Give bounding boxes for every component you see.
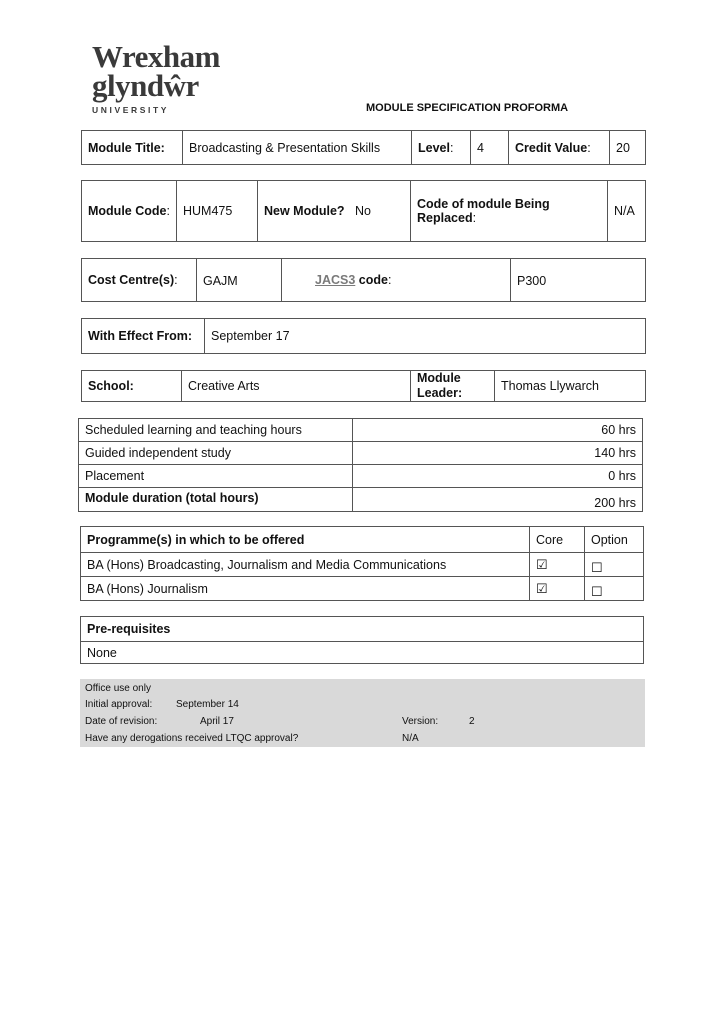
hours-row — [79, 419, 643, 442]
hours-value: 60 hrs — [353, 419, 643, 442]
version-value: 2 — [469, 716, 475, 727]
initial-approval-label: Initial approval: — [85, 699, 153, 710]
module-code-table — [81, 180, 646, 242]
hours-row — [79, 442, 643, 465]
core-header: Core — [530, 527, 585, 553]
programmes-header-row — [81, 527, 644, 553]
module-code-label: Module Code: — [82, 181, 177, 242]
ltqc-value: N/A — [402, 733, 419, 744]
office-use-box — [80, 679, 645, 747]
school-label: School: — [82, 371, 182, 402]
logo-line-3: UNIVERSITY — [92, 105, 170, 115]
effect-value: September 17 — [205, 319, 646, 354]
prerequisites-table — [80, 616, 644, 664]
programmes-header: Programme(s) in which to be offered — [81, 527, 530, 553]
office-title: Office use only — [85, 683, 151, 694]
option-checkbox[interactable]: ☐ — [585, 577, 644, 601]
level-label: Level: — [412, 131, 471, 165]
core-checkbox[interactable]: ☑ — [530, 553, 585, 577]
module-title-label: Module Title: — [82, 131, 183, 165]
logo-line-2: glyndŵr — [92, 68, 199, 103]
ltqc-label: Have any derogations received LTQC approval? — [85, 733, 299, 744]
programme-name: BA (Hons) Journalism — [81, 577, 530, 601]
new-module-field: New Module? No — [258, 181, 411, 242]
hours-total-label: Module duration (total hours) — [79, 488, 353, 512]
hours-value: 140 hrs — [353, 442, 643, 465]
school-value: Creative Arts — [182, 371, 411, 402]
effect-table — [81, 318, 646, 354]
effect-label: With Effect From: — [82, 319, 205, 354]
cost-centre-table — [81, 258, 646, 302]
jacs-code-value: P300 — [511, 259, 646, 302]
core-checkbox[interactable]: ☑ — [530, 577, 585, 601]
hours-label: Placement — [79, 465, 353, 488]
hours-table — [78, 418, 643, 512]
initial-approval-value: September 14 — [176, 699, 239, 710]
hours-label: Guided independent study — [79, 442, 353, 465]
replaced-label: Code of module Being Replaced: — [411, 181, 608, 242]
programme-row — [81, 553, 644, 577]
university-logo — [92, 39, 242, 115]
leader-label: Module Leader: — [411, 371, 495, 402]
module-code-value: HUM475 — [177, 181, 258, 242]
credit-label: Credit Value: — [509, 131, 610, 165]
module-title-table — [81, 130, 646, 165]
option-header: Option — [585, 527, 644, 553]
new-module-value: No — [354, 204, 371, 218]
jacs3-link[interactable]: JACS3 — [315, 273, 356, 287]
replaced-value: N/A — [608, 181, 646, 242]
hours-total-value: 200 hrs — [353, 488, 643, 512]
revision-label: Date of revision: — [85, 716, 158, 727]
version-label: Version: — [402, 716, 439, 727]
programme-name: BA (Hons) Broadcasting, Journalism and Media Communications — [81, 553, 530, 577]
prerequisites-value: None — [81, 642, 644, 664]
prerequisites-header: Pre-requisites — [81, 617, 644, 642]
school-table — [81, 370, 646, 402]
credit-value: 20 — [610, 131, 646, 165]
module-title-value: Broadcasting & Presentation Skills — [183, 131, 412, 165]
level-value: 4 — [471, 131, 509, 165]
revision-value: April 17 — [200, 716, 234, 727]
hours-total-row — [79, 488, 643, 512]
programmes-table — [80, 526, 644, 601]
cost-centre-label: Cost Centre(s): — [82, 259, 197, 302]
jacs-code-label: JACS3 code: — [282, 259, 511, 302]
hours-value: 0 hrs — [353, 465, 643, 488]
leader-value: Thomas Llywarch — [495, 371, 646, 402]
hours-label: Scheduled learning and teaching hours — [79, 419, 353, 442]
proforma-title: MODULE SPECIFICATION PROFORMA — [366, 102, 569, 114]
logo-line-1: Wrexham — [92, 39, 220, 74]
cost-centre-value: GAJM — [197, 259, 282, 302]
option-checkbox[interactable]: ☐ — [585, 553, 644, 577]
programme-row — [81, 577, 644, 601]
hours-row — [79, 465, 643, 488]
